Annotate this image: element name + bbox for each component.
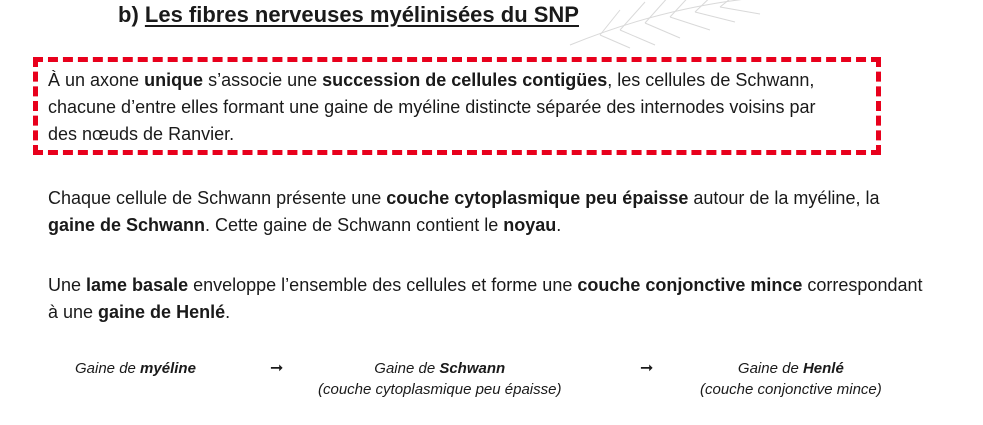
flow-item-schwann-sub: (couche cytoplasmique peu épaisse)	[318, 381, 562, 398]
paragraph-henle: Une lame basale enveloppe l’ensemble des cellules et forme une couche conjonctive mince correspondant à une gaine de Henlé.	[48, 275, 923, 322]
arrow-right-icon: ➞	[640, 360, 654, 377]
flow-item-henle: Gaine de Henlé (couche conjonctive mince)	[700, 360, 882, 398]
section-heading	[118, 2, 579, 28]
leaf-watermark-icon	[560, 0, 800, 50]
flow-item-schwann: Gaine de Schwann (couche cytoplasmique peu épaisse)	[318, 360, 562, 398]
paragraph-schwann: Chaque cellule de Schwann présente une couche cytoplasmique peu épaisse autour de la myéline, la gaine de Schwann. Cette gaine de Schwann contient le noyau.	[48, 188, 880, 235]
arrow-right-icon: ➞	[270, 360, 284, 377]
heading-prefix: b)	[118, 2, 139, 27]
heading-title: Les fibres nerveuses myélinisées du SNP	[144, 2, 579, 27]
paragraph-axone: À un axone unique s’associe une succession de cellules contigües, les cellules de Schwann, chacune d’entre elles formant une gaine de myéline distincte séparée des internodes voisins par des nœuds de Ranvier.	[48, 70, 816, 144]
flow-item-henle-sub: (couche conjonctive mince)	[700, 381, 882, 398]
flow-item-myeline: Gaine de myéline	[75, 360, 196, 377]
